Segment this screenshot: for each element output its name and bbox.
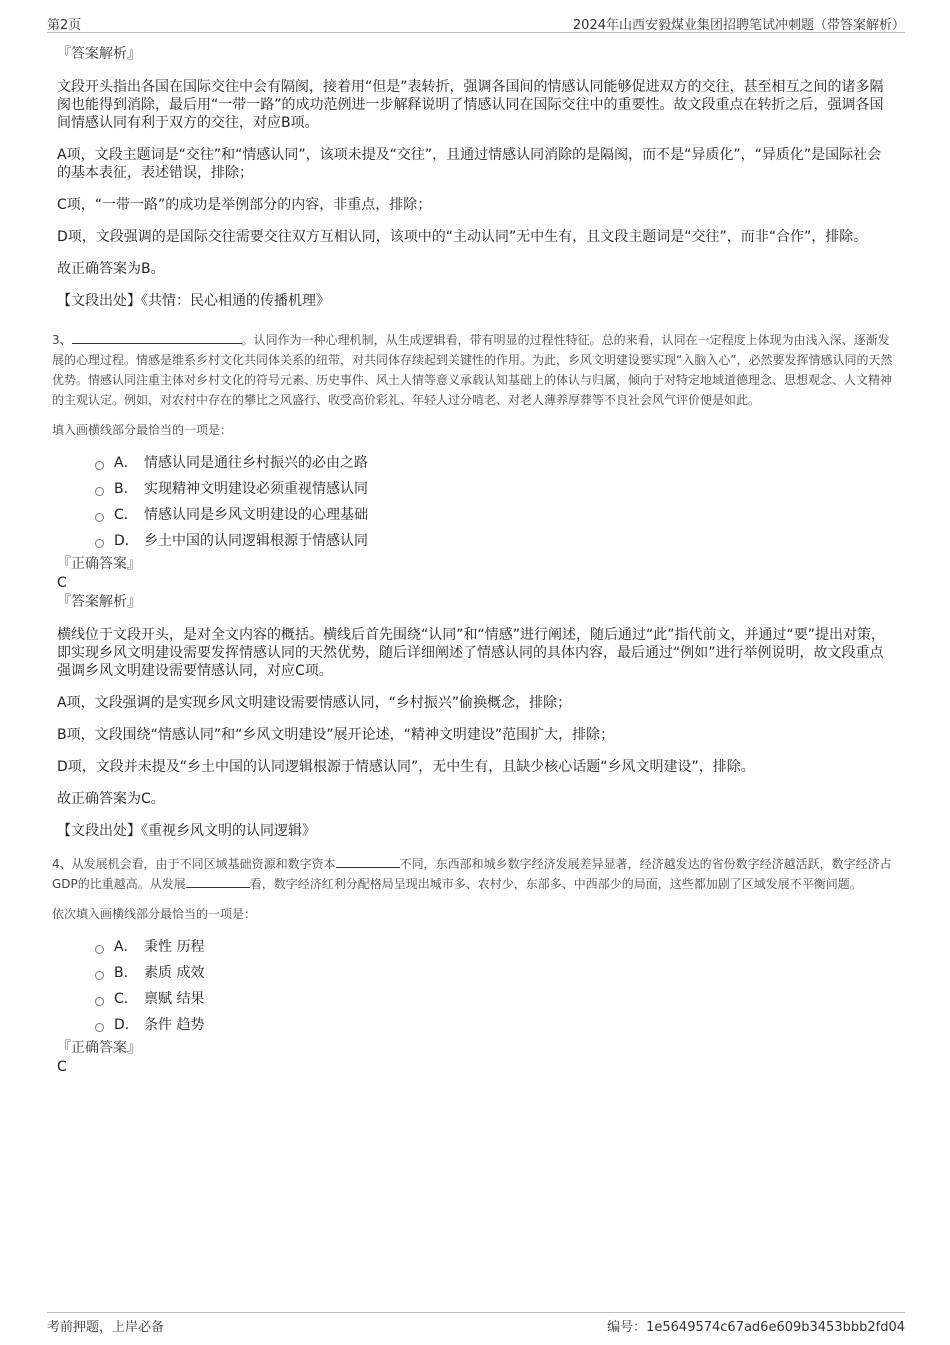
q2-option-d-analysis: D项，文段强调的是国际交往需要交往双方互相认同，该项中的“主动认同”无中生有，且文段主题词是“交往”，而非“合作”，排除。	[57, 229, 868, 245]
q4-options	[95, 934, 895, 1038]
q3-correct-answer: C	[57, 575, 67, 591]
q3-conclusion: 故正确答案为C。	[57, 791, 165, 807]
q4-blank-1	[336, 854, 400, 868]
q2-analysis-label: 『答案解析』	[57, 46, 141, 62]
q4-blank-2	[186, 874, 250, 888]
q2-conclusion: 故正确答案为B。	[57, 261, 165, 277]
radio-icon[interactable]	[95, 539, 104, 548]
q3-analysis: 横线位于文段开头，是对全文内容的概括。横线后首先围绕“认同”和“情感”进行阐述，随后通过“此”指代前文，并通过“要”提出对策，即实现乡风文明建设需要发挥情感认同的天然优势，随后详细阐述了情感认同的具体内容，最后通过“例如”进行举例说明，故文段重点强调乡风文明建设需要情感认同，对应C项。	[57, 627, 886, 679]
q3-stem	[52, 330, 895, 410]
q3-prompt: 填入画横线部分最恰当的一项是：	[52, 423, 233, 437]
q3-number: 3、	[52, 333, 72, 347]
q4-prompt: 依次填入画横线部分最恰当的一项是：	[52, 907, 257, 921]
q2-analysis: 文段开头指出各国在国际交往中会有隔阂，接着用“但是”表转折，强调各国间的情感认同能够促进双方的交往，甚至相互之间的诸多隔阂也能得到消除，最后用“一带一路”的成功范例进一步解释说明了情感认同在国际交往中的重要性。故文段重点在转折之后，强调各国间情感认同有利于双方的交往，对应B项。	[57, 79, 884, 131]
q4-option-d[interactable]: D． 条件 趋势	[95, 1012, 895, 1038]
q4-correct-label: 『正确答案』	[57, 1040, 141, 1056]
q3-correct-label: 『正确答案』	[57, 556, 141, 572]
footer-slogan: 考前押题，上岸必备	[47, 1320, 165, 1335]
radio-icon[interactable]	[95, 461, 104, 470]
q4-option-c[interactable]: C． 禀赋 结果	[95, 986, 895, 1012]
document-title: 2024年山西安毅煤业集团招聘笔试冲刺题（带答案解析）	[572, 18, 905, 33]
document-body	[52, 44, 895, 1076]
q3-option-b-analysis: B项，文段围绕“情感认同”和“乡风文明建设”展开论述，“精神文明建设”范围扩大，排除；	[57, 727, 615, 743]
radio-icon[interactable]	[95, 1023, 104, 1032]
page-number: 第2页	[47, 18, 82, 33]
radio-icon[interactable]	[95, 997, 104, 1006]
q3-blank	[72, 330, 242, 344]
q3-option-b[interactable]: B． 实现精神文明建设必须重视情感认同	[95, 476, 895, 502]
radio-icon[interactable]	[95, 487, 104, 496]
q3-option-d[interactable]: D． 乡土中国的认同逻辑根源于情感认同	[95, 528, 895, 554]
q3-option-d-analysis: D项，文段并未提及“乡土中国的认同逻辑根源于情感认同”，无中生有，且缺少核心话题“乡风文明建设”，排除。	[57, 759, 755, 775]
q3-option-a-analysis: A项，文段强调的是实现乡风文明建设需要情感认同，“乡村振兴”偷换概念，排除；	[57, 695, 572, 711]
q3-option-a[interactable]: A． 情感认同是通往乡村振兴的必由之路	[95, 450, 895, 476]
q3-options	[95, 450, 895, 554]
radio-icon[interactable]	[95, 513, 104, 522]
radio-icon[interactable]	[95, 971, 104, 980]
q2-option-c-analysis: C项，“一带一路”的成功是举例部分的内容，非重点，排除；	[57, 197, 432, 213]
q3-text: 。认同作为一种心理机制，从生成逻辑看，带有明显的过程性特征。总的来看，认同在一定程度上体现为由浅入深、逐渐发展的心理过程。情感是维系乡村文化共同体关系的纽带，对共同体存续起到关键性的作用。为此，乡风文明建设要实现“入脑入心”，必然要发挥情感认同的天然优势。情感认同注重主体对乡村文化的符号元素、历史事件、风土人情等意义承载认知基础上的体认与归属，倾向于对特定地域道德理念、思想观念、人文精神的主观认定。例如，对农村中存在的攀比之风盛行、收受高价彩礼、年轻人过分啃老、对老人薄养厚葬等不良社会风气评价便是如此。	[52, 333, 893, 407]
q2-option-a-analysis: A项，文段主题词是“交往”和“情感认同”，该项未提及“交往”，且通过情感认同消除的是隔阂，而不是“异质化”，“异质化”是国际社会的基本表征，表述错误，排除；	[57, 147, 882, 181]
q3-option-c[interactable]: C． 情感认同是乡风文明建设的心理基础	[95, 502, 895, 528]
q4-option-b[interactable]: B． 素质 成效	[95, 960, 895, 986]
q4-correct-answer: C	[57, 1059, 67, 1075]
q3-source: 【文段出处】《重视乡风文明的认同逻辑》	[57, 823, 316, 839]
radio-icon[interactable]	[95, 945, 104, 954]
q3-analysis-label: 『答案解析』	[57, 594, 141, 610]
page-footer	[47, 1312, 905, 1335]
document-code: 编号：1e5649574c67ad6e609b3453bbb2fd04	[607, 1320, 905, 1335]
q4-number: 4、	[52, 857, 72, 871]
page-header	[47, 14, 905, 33]
q2-source: 【文段出处】《共情：民心相通的传播机理》	[57, 293, 330, 309]
q4-stem: 4、从发展机会看，由于不同区域基础资源和数字资本 不同，东西部和城乡数字经济发展差异显著，经济越发达的省份数字经济越活跃，数字经济占GDP的比重越高。从发展 看，数字经济红利分配格局呈现出城市多、农村少，东部多、中西部少的局面，这些都加剧了区域发展不平衡问题。	[52, 854, 895, 894]
q4-option-a[interactable]: A． 秉性 历程	[95, 934, 895, 960]
